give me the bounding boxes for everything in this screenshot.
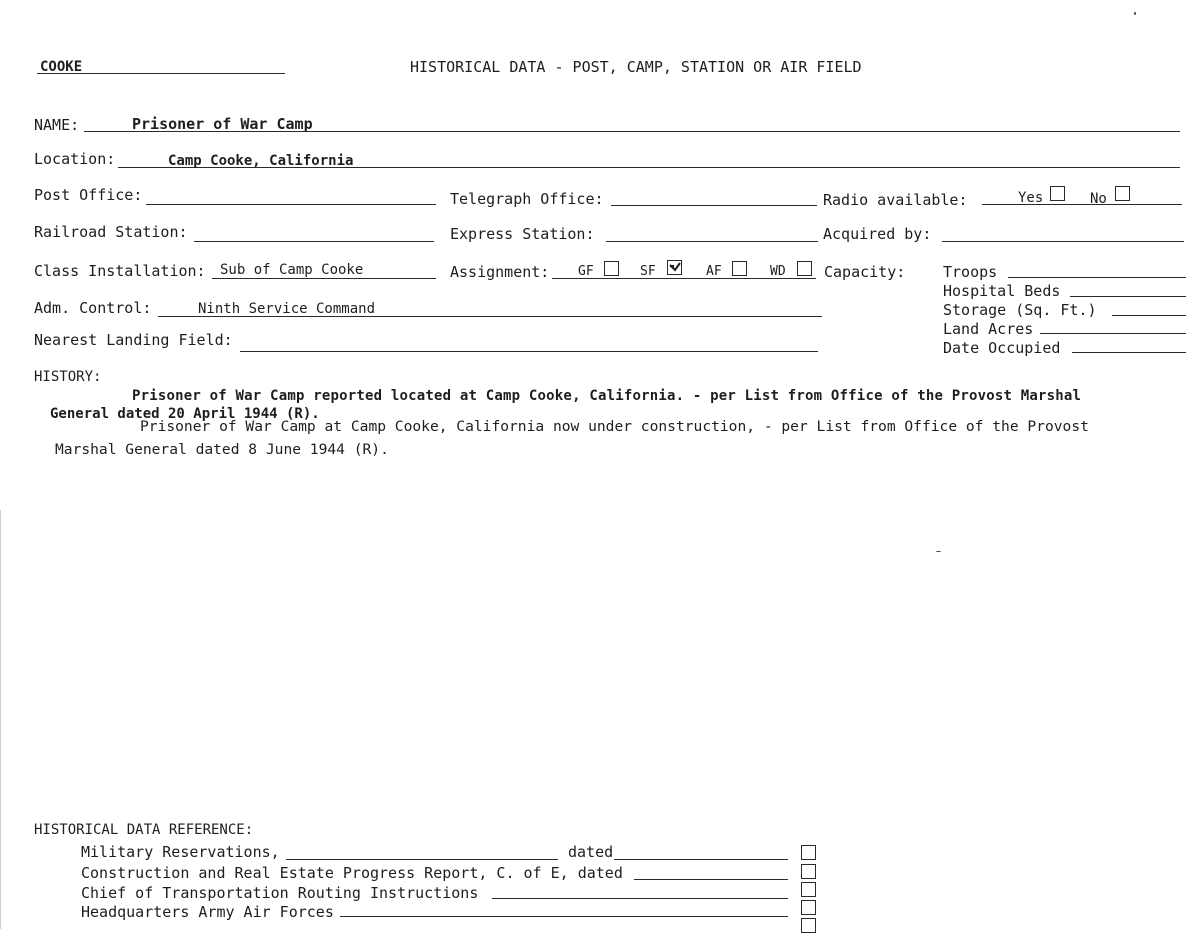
landing-field-label: Nearest Landing Field:	[34, 331, 233, 349]
history-entry-1-line-1: Prisoner of War Camp reported located at Camp Cooke, California. - per List from Office of the Provost Marshal	[132, 388, 1082, 404]
acquired-by-line	[942, 241, 1184, 242]
assign-sf-label: SF	[640, 264, 656, 279]
class-installation-value: Sub of Camp Cooke	[220, 262, 364, 278]
assign-wd-label: WD	[770, 264, 786, 279]
history-entry-1-line-2: General dated 20 April 1944 (R).	[50, 406, 320, 422]
ref-transportation: Chief of Transportation Routing Instructions	[81, 884, 479, 902]
radio-no-checkbox[interactable]	[1115, 186, 1130, 201]
radio-label: Radio available:	[823, 191, 968, 209]
capacity-troops-label: Troops	[943, 263, 998, 281]
assign-wd-checkbox[interactable]	[797, 261, 812, 276]
assign-gf-label: GF	[578, 264, 594, 279]
adm-control-value: Ninth Service Command	[198, 301, 376, 317]
reference-label: HISTORICAL DATA REFERENCE:	[34, 822, 254, 838]
history-entry-2-line-2: Marshal General dated 8 June 1944 (R).	[55, 441, 389, 458]
capacity-label: Capacity:	[824, 263, 906, 281]
radio-line	[982, 204, 1182, 205]
landing-field-line	[240, 351, 818, 352]
form-title: HISTORICAL DATA - POST, CAMP, STATION OR AIR FIELD	[410, 58, 862, 76]
ref-construction-checkbox[interactable]	[801, 864, 816, 879]
ref-aaf-line	[340, 916, 788, 917]
capacity-storage-line	[1112, 315, 1186, 316]
class-installation-label: Class Installation:	[34, 262, 206, 280]
capacity-hospital-line	[1070, 296, 1186, 297]
location-label: Location:	[34, 150, 116, 168]
railroad-station-label: Railroad Station:	[34, 223, 188, 241]
radio-no-label: No	[1090, 191, 1107, 207]
ref-construction-report: Construction and Real Estate Progress Report, C. of E, dated	[81, 864, 623, 882]
capacity-land-line	[1040, 333, 1186, 334]
express-station-line	[606, 241, 818, 242]
railroad-station-line	[194, 241, 434, 242]
express-station-label: Express Station:	[450, 225, 595, 243]
ref-transportation-line	[492, 898, 788, 899]
post-office-label: Post Office:	[34, 186, 143, 204]
capacity-date-line	[1072, 352, 1186, 353]
post-office-line	[146, 204, 436, 205]
ref-military-dated: dated	[568, 843, 614, 861]
ref-military-line	[286, 859, 558, 860]
radio-yes-checkbox[interactable]	[1050, 186, 1065, 201]
ref-transportation-checkbox[interactable]	[801, 882, 816, 897]
adm-control-label: Adm. Control:	[34, 299, 152, 317]
assignment-label: Assignment:	[450, 263, 550, 281]
scan-speck	[1134, 12, 1136, 15]
location-value: Camp Cooke, California	[168, 153, 354, 169]
capacity-date-label: Date Occupied	[943, 339, 1061, 357]
ref-aaf-hq: Headquarters Army Air Forces	[81, 903, 334, 921]
history-label: HISTORY:	[34, 369, 102, 385]
post-code-underline	[37, 73, 285, 74]
scan-left-edge	[0, 510, 1, 929]
acquired-by-label: Acquired by:	[823, 225, 932, 243]
assign-gf-checkbox[interactable]	[604, 261, 619, 276]
name-value: Prisoner of War Camp	[132, 115, 313, 133]
ref-construction-line	[634, 879, 788, 880]
ref-aaf-checkbox[interactable]	[801, 900, 816, 915]
name-label: NAME:	[34, 116, 80, 134]
telegraph-office-label: Telegraph Office:	[450, 190, 604, 208]
capacity-troops-line	[1008, 277, 1186, 278]
capacity-land-label: Land Acres	[943, 320, 1034, 338]
sf-check-mark-icon	[668, 261, 682, 275]
capacity-storage-label: Storage (Sq. Ft.)	[943, 301, 1097, 319]
history-entry-2-line-1: Prisoner of War Camp at Camp Cooke, California now under construction, - per List from Office of the Provost	[140, 418, 1089, 435]
ref-military-dated-line	[614, 859, 788, 860]
assign-af-checkbox[interactable]	[732, 261, 747, 276]
radio-yes-label: Yes	[1018, 190, 1044, 206]
assign-af-label: AF	[706, 264, 722, 279]
capacity-hospital-label: Hospital Beds	[943, 282, 1061, 300]
scan-speck	[936, 551, 941, 552]
ref-military-reservations: Military Reservations,	[81, 843, 280, 861]
ref-military-checkbox[interactable]	[801, 845, 816, 860]
ref-next-checkbox[interactable]	[801, 918, 816, 933]
post-code: COOKE	[40, 59, 83, 75]
telegraph-office-line	[611, 205, 817, 206]
